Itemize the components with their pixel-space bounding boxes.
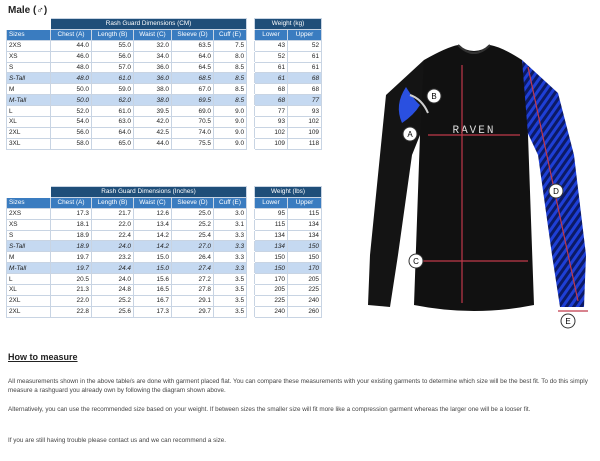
inch-value-cell: 240 xyxy=(255,306,288,317)
cm-value-cell: 118 xyxy=(288,138,322,149)
cm-value-cell: 75.5 xyxy=(172,138,214,149)
cm-value-cell: 69.5 xyxy=(172,95,214,106)
inch-value-cell: 18.1 xyxy=(51,219,92,230)
inch-value-cell: 3.3 xyxy=(214,241,247,252)
inch-col-header: Waist (C) xyxy=(134,197,172,208)
inch-value-cell: 115 xyxy=(255,219,288,230)
cm-value-cell: 8.5 xyxy=(214,95,247,106)
inch-value-cell: 27.8 xyxy=(172,285,214,296)
cm-value-cell: 61 xyxy=(288,62,322,73)
cm-value-cell: 109 xyxy=(288,127,322,138)
cm-value-cell: 8.5 xyxy=(214,62,247,73)
cm-value-cell: 68 xyxy=(255,95,288,106)
cm-col-header: Length (B) xyxy=(92,29,134,40)
inch-value-cell: 150 xyxy=(288,241,322,252)
inch-value-cell: 22.0 xyxy=(92,219,134,230)
cm-size-cell: 2XL xyxy=(7,127,51,138)
inch-table-row xyxy=(7,208,322,219)
cm-value-cell: 32.0 xyxy=(134,40,172,51)
cm-col-header: Chest (A) xyxy=(51,29,92,40)
cm-col-header: Upper xyxy=(288,29,322,40)
inch-value-cell: 15.0 xyxy=(134,263,172,274)
cm-value-cell: 61.0 xyxy=(92,73,134,84)
cm-value-cell: 7.5 xyxy=(214,40,247,51)
cm-value-cell: 44.0 xyxy=(51,40,92,51)
cm-column-headers xyxy=(7,29,322,40)
cm-table-row xyxy=(7,127,322,138)
cm-size-cell: XS xyxy=(7,51,51,62)
cm-value-cell: 102 xyxy=(288,117,322,128)
inch-table-row xyxy=(7,263,322,274)
cm-value-cell: 61 xyxy=(255,62,288,73)
how-to-measure-heading: How to measure xyxy=(8,352,78,362)
inch-col-header: Upper xyxy=(288,197,322,208)
cm-value-cell: 52 xyxy=(255,51,288,62)
inch-value-cell: 150 xyxy=(288,252,322,263)
inch-size-cell: 2XL xyxy=(7,306,51,317)
cm-value-cell: 9.0 xyxy=(214,106,247,117)
inch-value-cell: 21.7 xyxy=(92,208,134,219)
cm-group-header: Rash Guard Dimensions (CM) xyxy=(51,19,247,30)
inch-value-cell: 14.2 xyxy=(134,230,172,241)
inch-value-cell: 3.5 xyxy=(214,295,247,306)
inch-value-cell: 170 xyxy=(255,274,288,285)
cm-col-header: Cuff (E) xyxy=(214,29,247,40)
cm-value-cell: 42.5 xyxy=(134,127,172,138)
cm-size-table xyxy=(6,18,322,150)
inch-table-row xyxy=(7,241,322,252)
inch-value-cell: 13.4 xyxy=(134,219,172,230)
inch-value-cell: 22.8 xyxy=(51,306,92,317)
cm-value-cell: 68 xyxy=(255,84,288,95)
inch-value-cell: 21.3 xyxy=(51,285,92,296)
inch-value-cell: 19.7 xyxy=(51,252,92,263)
cm-value-cell: 54.0 xyxy=(51,117,92,128)
cm-value-cell: 68 xyxy=(288,73,322,84)
inch-value-cell: 225 xyxy=(288,285,322,296)
inch-table-row xyxy=(7,295,322,306)
inch-table-row xyxy=(7,219,322,230)
inch-value-cell: 134 xyxy=(255,241,288,252)
cm-size-cell: 2XS xyxy=(7,40,51,51)
cm-size-cell: 3XL xyxy=(7,138,51,149)
inch-value-cell: 15.0 xyxy=(134,252,172,263)
cm-value-cell: 77 xyxy=(255,106,288,117)
inch-value-cell: 27.2 xyxy=(172,274,214,285)
cm-value-cell: 42.0 xyxy=(134,117,172,128)
cm-value-cell: 109 xyxy=(255,138,288,149)
inch-col-header: Cuff (E) xyxy=(214,197,247,208)
inch-size-cell: 2XS xyxy=(7,208,51,219)
svg-text:E: E xyxy=(565,317,571,326)
cm-size-cell: L xyxy=(7,106,51,117)
cm-value-cell: 63.5 xyxy=(172,40,214,51)
cm-value-cell: 69.0 xyxy=(172,106,214,117)
inch-value-cell: 24.0 xyxy=(92,274,134,285)
cm-weight-header: Weight (kg) xyxy=(255,19,322,30)
inch-value-cell: 3.5 xyxy=(214,306,247,317)
inch-value-cell: 15.6 xyxy=(134,274,172,285)
cm-value-cell: 34.0 xyxy=(134,51,172,62)
inch-value-cell: 16.7 xyxy=(134,295,172,306)
inch-value-cell: 150 xyxy=(255,252,288,263)
inch-value-cell: 150 xyxy=(255,263,288,274)
cm-value-cell: 63.0 xyxy=(92,117,134,128)
label-c xyxy=(409,254,423,268)
cm-table-row xyxy=(7,62,322,73)
inch-size-cell: L xyxy=(7,274,51,285)
inch-value-cell: 25.4 xyxy=(172,230,214,241)
cm-value-cell: 38.0 xyxy=(134,84,172,95)
cm-value-cell: 56.0 xyxy=(51,127,92,138)
inch-value-cell: 25.6 xyxy=(92,306,134,317)
cm-value-cell: 52 xyxy=(288,40,322,51)
cm-value-cell: 77 xyxy=(288,95,322,106)
inch-value-cell: 24.8 xyxy=(92,285,134,296)
cm-value-cell: 64.5 xyxy=(172,62,214,73)
brand-logo: RAVEN xyxy=(452,125,496,137)
inch-value-cell: 16.5 xyxy=(134,285,172,296)
cm-table-row xyxy=(7,106,322,117)
cm-table-row xyxy=(7,51,322,62)
cm-value-cell: 61.0 xyxy=(92,106,134,117)
inch-value-cell: 25.2 xyxy=(172,219,214,230)
svg-text:B: B xyxy=(431,92,437,101)
inch-col-header: Sizes xyxy=(7,197,51,208)
inch-value-cell: 19.7 xyxy=(51,263,92,274)
inch-value-cell: 27.0 xyxy=(172,241,214,252)
inch-value-cell: 18.9 xyxy=(51,241,92,252)
cm-value-cell: 55.0 xyxy=(92,40,134,51)
inch-size-cell: XL xyxy=(7,285,51,296)
cm-value-cell: 48.0 xyxy=(51,73,92,84)
cm-size-cell: XL xyxy=(7,117,51,128)
inch-size-cell: 2XL xyxy=(7,295,51,306)
inch-value-cell: 27.4 xyxy=(172,263,214,274)
inch-size-cell: M-Tall xyxy=(7,263,51,274)
cm-col-header: Lower xyxy=(255,29,288,40)
inch-value-cell: 115 xyxy=(288,208,322,219)
inch-size-cell: S-Tall xyxy=(7,241,51,252)
cm-table-row xyxy=(7,73,322,84)
inch-value-cell: 20.5 xyxy=(51,274,92,285)
cm-size-cell: S xyxy=(7,62,51,73)
cm-value-cell: 64.0 xyxy=(92,127,134,138)
inch-size-table xyxy=(6,186,322,318)
inch-table-row xyxy=(7,306,322,317)
cm-value-cell: 9.0 xyxy=(214,127,247,138)
inch-value-cell: 240 xyxy=(288,295,322,306)
inch-value-cell: 134 xyxy=(288,219,322,230)
cm-value-cell: 68 xyxy=(288,84,322,95)
cm-size-cell: S-Tall xyxy=(7,73,51,84)
cm-value-cell: 39.5 xyxy=(134,106,172,117)
cm-value-cell: 70.5 xyxy=(172,117,214,128)
cm-value-cell: 74.0 xyxy=(172,127,214,138)
inch-size-cell: S xyxy=(7,230,51,241)
cm-value-cell: 93 xyxy=(288,106,322,117)
inch-value-cell: 205 xyxy=(255,285,288,296)
svg-text:D: D xyxy=(553,187,559,196)
cm-value-cell: 67.0 xyxy=(172,84,214,95)
inch-col-header: Sleeve (D) xyxy=(172,197,214,208)
inch-value-cell: 29.7 xyxy=(172,306,214,317)
inch-group-header: Rash Guard Dimensions (Inches) xyxy=(51,187,247,198)
cm-value-cell: 93 xyxy=(255,117,288,128)
cm-value-cell: 38.0 xyxy=(134,95,172,106)
label-e xyxy=(561,314,575,328)
cm-value-cell: 9.0 xyxy=(214,117,247,128)
inch-table-row xyxy=(7,274,322,285)
cm-value-cell: 36.0 xyxy=(134,73,172,84)
cm-value-cell: 64.0 xyxy=(172,51,214,62)
inch-value-cell: 24.4 xyxy=(92,263,134,274)
inch-value-cell: 205 xyxy=(288,274,322,285)
inch-table-row xyxy=(7,252,322,263)
cm-table-row xyxy=(7,84,322,95)
rashguard-diagram xyxy=(362,5,598,345)
cm-value-cell: 102 xyxy=(255,127,288,138)
how-to-paragraph-2: Alternatively, you can use the recommended size based on your weight. If between sizes the smaller size will fit more like a compression garment whereas the larger one will be a looser fit. xyxy=(8,406,531,413)
inch-col-header: Chest (A) xyxy=(51,197,92,208)
inch-table-row xyxy=(7,230,322,241)
inch-value-cell: 22.4 xyxy=(92,230,134,241)
cm-table-row xyxy=(7,40,322,51)
cm-value-cell: 61 xyxy=(255,73,288,84)
cm-value-cell: 65.0 xyxy=(92,138,134,149)
inch-col-header: Length (B) xyxy=(92,197,134,208)
inch-value-cell: 260 xyxy=(288,306,322,317)
inch-value-cell: 23.2 xyxy=(92,252,134,263)
cm-value-cell: 8.5 xyxy=(214,84,247,95)
cm-value-cell: 8.5 xyxy=(214,73,247,84)
inch-value-cell: 24.0 xyxy=(92,241,134,252)
cm-value-cell: 58.0 xyxy=(51,138,92,149)
cm-value-cell: 44.0 xyxy=(134,138,172,149)
inch-value-cell: 25.0 xyxy=(172,208,214,219)
cm-col-header: Waist (C) xyxy=(134,29,172,40)
cm-value-cell: 36.0 xyxy=(134,62,172,73)
label-b xyxy=(427,89,441,103)
inch-value-cell: 29.1 xyxy=(172,295,214,306)
inch-col-header: Lower xyxy=(255,197,288,208)
page-title: Male (♂) xyxy=(8,5,48,16)
cm-size-cell: M xyxy=(7,84,51,95)
inch-value-cell: 134 xyxy=(255,230,288,241)
cm-value-cell: 57.0 xyxy=(92,62,134,73)
cm-value-cell: 62.0 xyxy=(92,95,134,106)
inch-value-cell: 225 xyxy=(255,295,288,306)
cm-size-cell: M-Tall xyxy=(7,95,51,106)
svg-text:A: A xyxy=(407,130,413,139)
inch-value-cell: 26.4 xyxy=(172,252,214,263)
cm-value-cell: 48.0 xyxy=(51,62,92,73)
inch-value-cell: 18.9 xyxy=(51,230,92,241)
inch-value-cell: 3.5 xyxy=(214,274,247,285)
inch-value-cell: 3.3 xyxy=(214,230,247,241)
cm-table-row xyxy=(7,138,322,149)
inch-weight-header: Weight (lbs) xyxy=(255,187,322,198)
inch-value-cell: 3.3 xyxy=(214,252,247,263)
cm-col-header: Sleeve (D) xyxy=(172,29,214,40)
inch-value-cell: 95 xyxy=(255,208,288,219)
inch-value-cell: 12.6 xyxy=(134,208,172,219)
label-a xyxy=(403,127,417,141)
cm-value-cell: 9.0 xyxy=(214,138,247,149)
inch-value-cell: 134 xyxy=(288,230,322,241)
cm-value-cell: 50.0 xyxy=(51,95,92,106)
cm-value-cell: 61 xyxy=(288,51,322,62)
inch-size-cell: XS xyxy=(7,219,51,230)
shirt-body xyxy=(414,45,534,311)
inch-size-cell: M xyxy=(7,252,51,263)
svg-text:C: C xyxy=(413,257,419,266)
label-d xyxy=(549,184,563,198)
inch-value-cell: 22.0 xyxy=(51,295,92,306)
cm-value-cell: 43 xyxy=(255,40,288,51)
inch-table-row xyxy=(7,285,322,296)
inch-value-cell: 3.5 xyxy=(214,285,247,296)
cm-value-cell: 50.0 xyxy=(51,84,92,95)
cm-value-cell: 59.0 xyxy=(92,84,134,95)
cm-value-cell: 46.0 xyxy=(51,51,92,62)
inch-value-cell: 17.3 xyxy=(51,208,92,219)
how-to-paragraph-1: All measurements shown in the above table/s are done with garment placed flat. You can compare these measurements with your existing garments to determine which size will be the best fit. To do this simply measure a rashguard you already own by following the diagram shown above. xyxy=(8,378,588,394)
cm-value-cell: 68.5 xyxy=(172,73,214,84)
cm-value-cell: 8.0 xyxy=(214,51,247,62)
cm-col-header: Sizes xyxy=(7,29,51,40)
inch-value-cell: 3.0 xyxy=(214,208,247,219)
how-to-paragraph-3: If you are still having trouble please contact us and we can recommend a size. xyxy=(8,437,227,444)
inch-value-cell: 14.2 xyxy=(134,241,172,252)
inch-value-cell: 25.2 xyxy=(92,295,134,306)
cm-value-cell: 52.0 xyxy=(51,106,92,117)
cm-value-cell: 56.0 xyxy=(92,51,134,62)
inch-value-cell: 3.3 xyxy=(214,263,247,274)
cm-table-row xyxy=(7,117,322,128)
inch-column-headers xyxy=(7,197,322,208)
inch-value-cell: 170 xyxy=(288,263,322,274)
cm-table-row xyxy=(7,95,322,106)
inch-value-cell: 3.1 xyxy=(214,219,247,230)
inch-value-cell: 17.3 xyxy=(134,306,172,317)
